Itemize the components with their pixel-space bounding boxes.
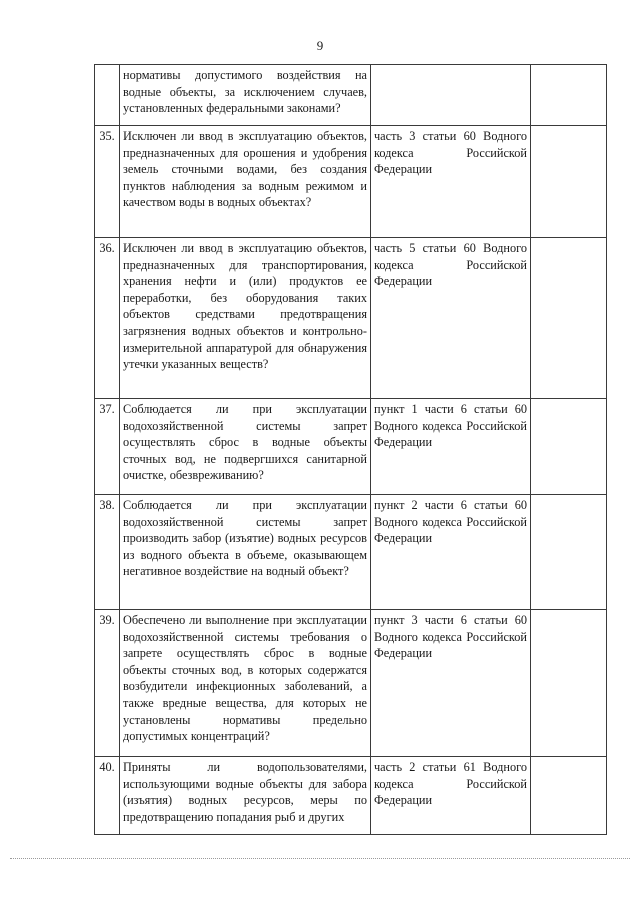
row-number: 35.: [95, 126, 120, 238]
question-cell: Обеспечено ли выполнение при эксплуатации водохозяйственной системы требования о запрете осуществлять сброс в водные объекты сточных вод, в которых содержатся возбудители инфекционных заболеваний, а также вредные вещества, для которых не установлены нормативы предельно допустимых концентраций?: [120, 610, 371, 757]
table-row: [95, 126, 607, 238]
table-row: [95, 238, 607, 399]
empty-cell: [531, 610, 607, 757]
table-row: [95, 757, 607, 835]
scan-edge-line: [10, 858, 630, 859]
question-cell: нормативы допустимого воздействия на водные объекты, за исключением случаев, установленных федеральными законами?: [120, 65, 371, 126]
row-number: [95, 65, 120, 126]
empty-cell: [531, 238, 607, 399]
question-cell: Исключен ли ввод в эксплуатацию объектов, предназначенных для транспортирования, хранения нефти и (или) продуктов ее переработки, без оборудования таких объектов средствами предотвращения загрязнения водных объектов и контрольно-измерительной аппаратурой для обнаружения утечки указанных веществ?: [120, 238, 371, 399]
row-number: 39.: [95, 610, 120, 757]
row-number: 38.: [95, 495, 120, 610]
reference-cell: часть 3 статьи 60 Водного кодекса Российской Федерации: [371, 126, 531, 238]
row-number: 40.: [95, 757, 120, 835]
table-row: [95, 495, 607, 610]
table-row: [95, 610, 607, 757]
empty-cell: [531, 65, 607, 126]
reference-cell: часть 2 статьи 61 Водного кодекса Российской Федерации: [371, 757, 531, 835]
question-cell: Соблюдается ли при эксплуатации водохозяйственной системы запрет осуществлять сброс в водные объекты сточных вод, не подвергшихся санитарной очистке, обезвреживанию?: [120, 399, 371, 495]
empty-cell: [531, 399, 607, 495]
table-row: [95, 399, 607, 495]
reference-cell: пункт 3 части 6 статьи 60 Водного кодекса Российской Федерации: [371, 610, 531, 757]
question-cell: Исключен ли ввод в эксплуатацию объектов, предназначенных для орошения и удобрения земель сточными водами, без создания пунктов наблюдения за водным режимом и качеством воды в водных объектах?: [120, 126, 371, 238]
reference-cell: часть 5 статьи 60 Водного кодекса Российской Федерации: [371, 238, 531, 399]
reference-cell: пункт 2 части 6 статьи 60 Водного кодекса Российской Федерации: [371, 495, 531, 610]
reference-cell: [371, 65, 531, 126]
empty-cell: [531, 757, 607, 835]
table-row: [95, 65, 607, 126]
row-number: 37.: [95, 399, 120, 495]
row-number: 36.: [95, 238, 120, 399]
page-number: 9: [316, 38, 324, 53]
checklist-table: [94, 64, 607, 835]
empty-cell: [531, 126, 607, 238]
reference-cell: пункт 1 части 6 статьи 60 Водного кодекса Российской Федерации: [371, 399, 531, 495]
question-cell: Приняты ли водопользователями, использующими водные объекты для забора (изъятия) водных ресурсов, меры по предотвращению попадания рыб и других: [120, 757, 371, 835]
question-cell: Соблюдается ли при эксплуатации водохозяйственной системы запрет производить забор (изъятие) водных ресурсов из водного объекта в объеме, оказывающем негативное воздействие на водный объект?: [120, 495, 371, 610]
empty-cell: [531, 495, 607, 610]
